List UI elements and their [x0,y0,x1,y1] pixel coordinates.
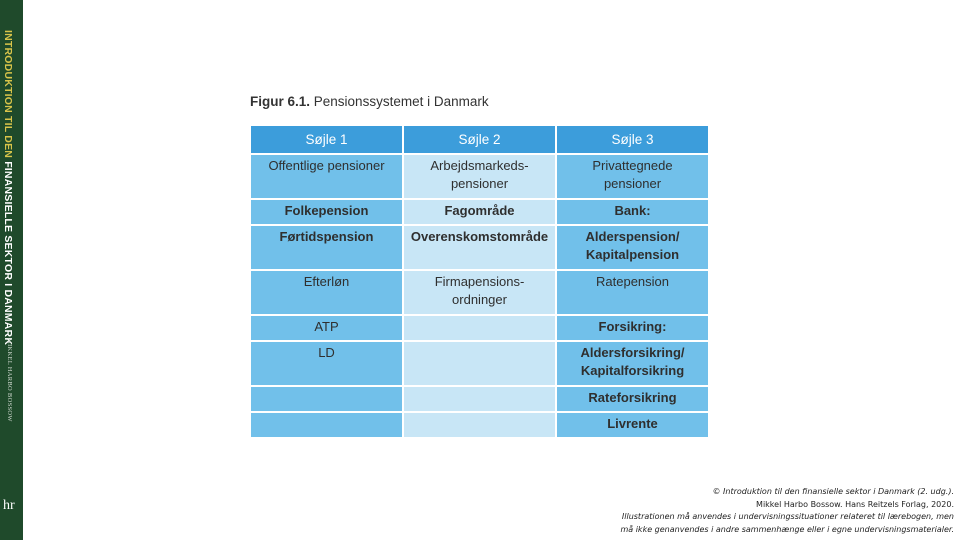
table-cell: Privattegnede pensioner [556,154,709,199]
publisher-logo: hr [3,498,15,513]
header-cell: Søjle 1 [250,125,403,154]
table-row [250,225,709,270]
caption-line: Illustrationen må anvendes i undervisningssituationer relateret til lærebogen, men [621,512,954,521]
table-cell: Livrente [556,412,709,438]
table-cell: ATP [250,315,403,341]
table-cell: Alderspension/ Kapitalpension [556,225,709,270]
table-row [250,386,709,412]
table-row [250,315,709,341]
table-header-row [250,125,709,154]
spine-title [2,30,14,345]
table-cell: Førtidspension [250,225,403,270]
table-cell: Firmapensions- ordninger [403,270,556,315]
table-row [250,154,709,199]
table-cell: Fagområde [403,199,556,225]
book-spine [0,0,23,540]
table-cell: Efterløn [250,270,403,315]
caption-line: Mikkel Harbo Bossow. Hans Reitzels Forlag, 2020. [756,499,954,509]
table-row [250,341,709,386]
table-cell: Overenskomstområde [403,225,556,270]
header-cell: Søjle 3 [556,125,709,154]
pension-table [249,124,710,439]
table-row [250,412,709,438]
table-cell: Bank: [556,199,709,225]
table-cell: Offentlige pensioner [250,154,403,199]
caption-line: må ikke genanvendes i andre sammenhænge eller i egne undervisningsmaterialer. [620,524,954,534]
table-cell [250,386,403,412]
table-cell: LD [250,341,403,386]
table-cell: Ratepension [556,270,709,315]
caption-line: © Introduktion til den finansielle sektor i Danmark (2. udg.). [712,487,954,496]
copyright-caption [620,486,954,536]
header-cell: Søjle 2 [403,125,556,154]
table-cell [403,412,556,438]
table-row [250,270,709,315]
spine-author: MIKKEL HARBO BOSSOW [6,338,13,422]
figure-title [250,94,489,109]
spine-title-part2: FINANSIELLE SEKTOR I DANMARK [2,161,14,346]
table-cell [250,412,403,438]
spine-title-part1: INTRODUKTION TIL DEN [2,30,14,159]
table-cell: Rateforsikring [556,386,709,412]
table-cell [403,386,556,412]
figure-number: Figur 6.1. [250,94,311,109]
table-cell: Forsikring: [556,315,709,341]
figure-title-text: Pensionssystemet i Danmark [313,94,489,109]
table-cell: Folkepension [250,199,403,225]
table-row [250,199,709,225]
table-cell: Arbejdsmarkeds- pensioner [403,154,556,199]
table-cell: Aldersforsikring/ Kapitalforsikring [556,341,709,386]
table-cell [403,341,556,386]
table-cell [403,315,556,341]
